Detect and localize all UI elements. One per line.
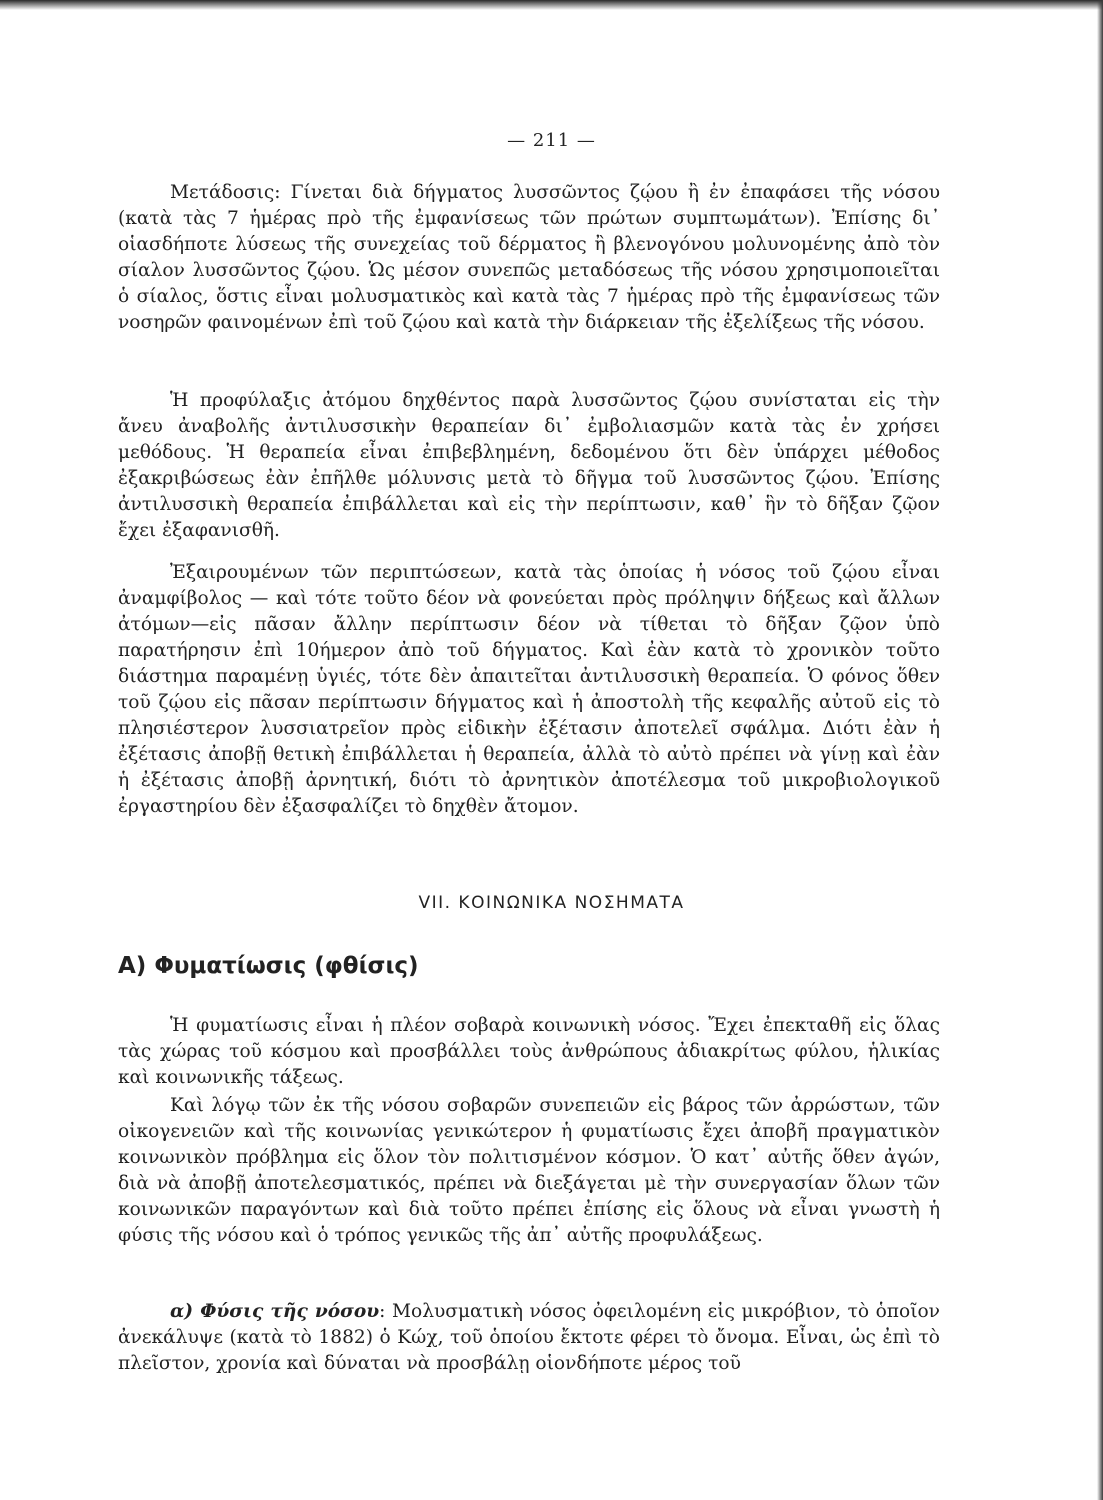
nature-label: α) Φύσις τῆς νόσου (170, 1301, 380, 1322)
nature-text: : Μολυσματικὴ νόσος ὀφειλομένη εἰς μικρόβιον, τὸ ὁποῖον ἀνεκάλυψε (κατὰ τὸ 1882) ὁ Κώχ, τοῦ ὁποίου ἔκτοτε φέρει τὸ ὄνομα. Εἶναι, ὡς ἐπὶ τὸ πλεῖστον, χρονία καὶ δύναται νὰ προσβάλῃ οἱονδήποτε μέρος τοῦ (118, 1301, 940, 1374)
section-title: VII. ΚΟΙΝΩΝΙΚΑ ΝΟΣΗΜΑΤΑ (418, 893, 685, 913)
paragraph-tuberculosis-intro: Ἡ φυματίωσις εἶναι ἡ πλέον σοβαρὰ κοινωνικὴ νόσος. Ἔχει ἐπεκταθῆ εἰς ὅλας τὰς χώρας τοῦ κόσμου καὶ προσβάλλει τοὺς ἀνθρώπους ἀδιακρίτως φύλου, ἡλικίας καὶ κοινωνικῆς τάξεως. (118, 1015, 940, 1088)
paragraph-transmission: Μετάδοσις: Γίνεται διὰ δήγματος λυσσῶντος ζῴου ἢ ἐν ἐπαφάσει τῆς νόσου (κατὰ τὰς 7 ἡμέρας πρὸ τῆς ἐμφανίσεως τῶν πρώτων συμπτωμάτων). Ἐπίσης δι᾽ οἱασδήποτε λύσεως τῆς συνεχείας τοῦ δέρματος ἢ βλενογόνου μολυνομένης ἀπὸ τὸν σίαλον λυσσῶντος ζῴου. Ὡς μέσον συνεπῶς μεταδόσεως τῆς νόσου χρησιμοποιεῖται ὁ σίαλος, ὅστις εἶναι μολυσματικὸς καὶ κατὰ τὰς 7 ἡμέρας πρὸ τῆς ἐμφανίσεως τῶν νοσηρῶν φαινομένων ἐπὶ τοῦ ζῴου καὶ κατὰ τὴν διάρκειαν τῆς ἐξελίξεως τῆς νόσου. (118, 182, 940, 333)
paragraph-social-problem: Καὶ λόγῳ τῶν ἐκ τῆς νόσου σοβαρῶν συνεπειῶν εἰς βάρος τῶν ἀρρώστων, τῶν οἰκογενειῶν καὶ τῆς κοινωνίας γενικώτερον ἡ φυματίωσις ἔχει ἀποβῆ πραγματικὸν κοινωνικὸν πρόβλημα εἰς ὅλον τὸν πολιτισμένον κόσμον. Ὁ κατ᾽ αὐτῆς ὅθεν ἀγών, διὰ νὰ ἀποβῇ ἀποτελεσματικός, πρέπει νὰ διεξάγεται μὲ τὴν συνεργασίαν ὅλων τῶν κοινωνικῶν παραγόντων καὶ διὰ τοῦτο πρέπει ἐπίσης εἰς ὅλους νὰ εἶναι γνωστὴ ἡ φύσις τῆς νόσου καὶ ὁ τρόπος γενικῶς τῆς ἀπ᾽ αὐτῆς προφυλάξεως. (118, 1095, 940, 1246)
scan-edge-right (1097, 0, 1103, 1500)
page-number: — 211 — (507, 130, 596, 151)
scan-edge-top (0, 0, 1103, 10)
paragraph-nature-of-disease (118, 1299, 940, 1377)
paragraph-exceptions: Ἐξαιρουμένων τῶν περιπτώσεων, κατὰ τὰς ὁποίας ἡ νόσος τοῦ ζῴου εἶναι ἀναμφίβολος — καὶ τότε τοῦτο δέον νὰ φονεύεται πρὸς πρόληψιν δήξεως καὶ ἄλλων ἀτόμων—εἰς πᾶσαν ἄλλην περίπτωσιν δέον νὰ τίθεται τὸ δῆξαν ζῷον ὑπὸ παρατήρησιν ἐπὶ 10ήμερον ἀπὸ τοῦ δήγματος. Καὶ ἐὰν κατὰ τὸ χρονικὸν τοῦτο διάστημα παραμένῃ ὑγιές, τότε δὲν ἀπαιτεῖται ἀντιλυσσικὴ θεραπεία. Ὁ φόνος ὅθεν τοῦ ζῴου εἰς πᾶσαν περίπτωσιν δήγματος καὶ ἡ ἀποστολὴ τῆς κεφαλῆς αὐτοῦ εἰς τὸ πλησιέστερον λυσσιατρεῖον πρὸς εἰδικὴν ἐξέτασιν ἀποτελεῖ σφάλμα. Διότι ἐὰν ἡ ἐξέτασις ἀποβῇ θετικὴ ἐπιβάλλεται ἡ θεραπεία, ἀλλὰ τὸ αὐτὸ πρέπει νὰ γίνῃ καὶ ἐὰν ἡ ἐξέτασις ἀποβῇ ἀρνητική, διότι τὸ ἀρνητικὸν ἀποτέλεσμα τοῦ μικροβιολογικοῦ ἐργαστηρίου δὲν ἐξασφαλίζει τὸ δηχθὲν ἄτομον. (118, 562, 940, 817)
paragraph-prophylaxis: Ἡ προφύλαξις ἀτόμου δηχθέντος παρὰ λυσσῶντος ζῴου συνίσταται εἰς τὴν ἄνευ ἀναβολῆς ἀντιλυσσικὴν θεραπείαν δι᾽ ἐμβολιασμῶν κατὰ τὰς ἐν χρήσει μεθόδους. Ἡ θεραπεία εἶναι ἐπιβεβλημένη, δεδομένου ὅτι δὲν ὑπάρχει μέθοδος ἐξακριβώσεως ἐὰν ἐπῆλθε μόλυνσις μετὰ τὸ δῆγμα τοῦ λυσσῶντος ζῴου. Ἐπίσης ἀντιλυσσικὴ θεραπεία ἐπιβάλλεται καὶ εἰς τὴν περίπτωσιν, καθ᾽ ἣν τὸ δῆξαν ζῷον ἔχει ἐξαφανισθῆ. (118, 390, 940, 541)
subsection-title: Α) Φυματίωσις (φθίσις) (118, 953, 419, 979)
